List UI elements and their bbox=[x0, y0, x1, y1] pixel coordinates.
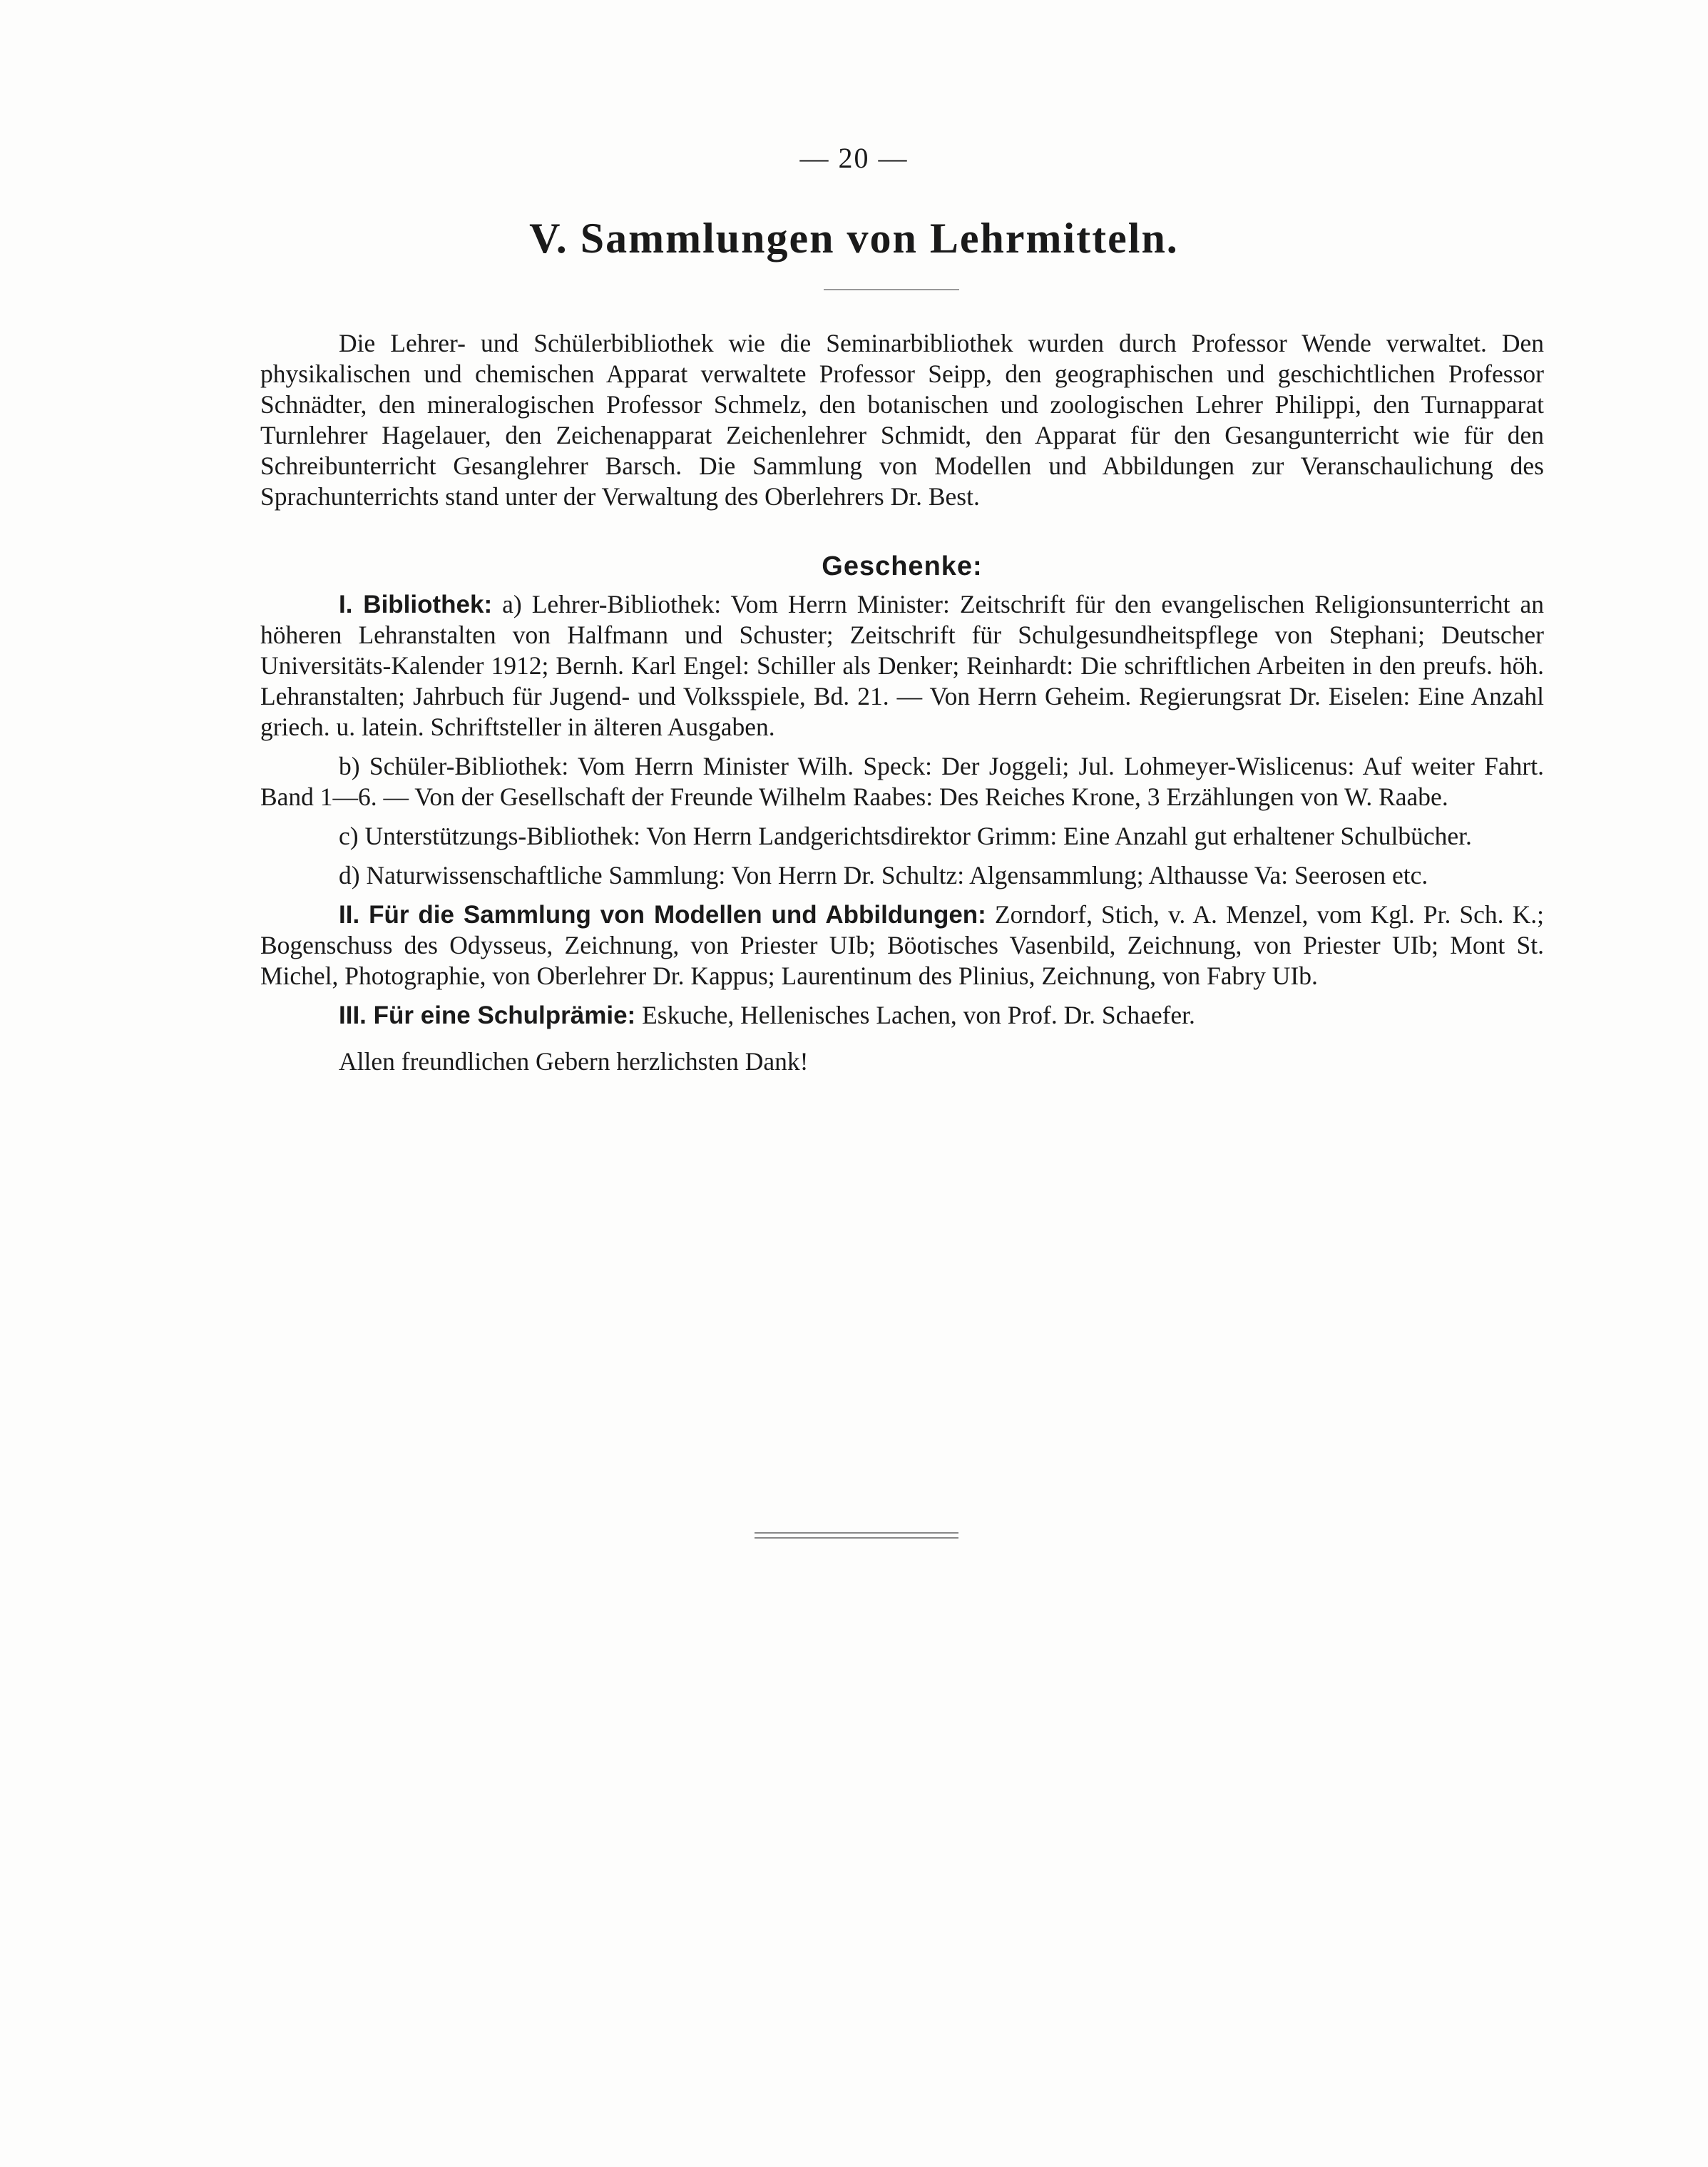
prize-paragraph bbox=[260, 1000, 1544, 1031]
intro-paragraph: Die Lehrer- und Schülerbibliothek wie die Seminarbibliothek wurden durch Professor Wende verwaltet. Den physikalischen und chemischen Apparat verwaltete Professor Seipp, den geographischen und geschichtlichen Professor Schnädter, den mineralogischen Professor Schmelz, den botanischen und zoologischen Lehrer Philippi, den Turnapparat Turnlehrer Hagelauer, den Zeichenapparat Zeichenlehrer Schmidt, den Apparat für den Gesangunterricht wie für den Schreibunterricht Gesanglehrer Barsch. Die Sammlung von Modellen und Abbildungen zur Veranschaulichung des Sprachunterrichts stand unter der Verwaltung des Oberlehrers Dr. Best. bbox=[260, 329, 1544, 511]
thanks-line: Allen freundlichen Gebern herzlichsten Dank! bbox=[339, 1047, 809, 1076]
title-divider bbox=[824, 289, 959, 290]
science-collection-paragraph: d) Naturwissenschaftliche Sammlung: Von Herrn Dr. Schultz: Algensammlung; Althausse Va: Seerosen etc. bbox=[339, 861, 1428, 889]
prize-label: III. Für eine Schulprämie: bbox=[339, 1001, 636, 1029]
main-text bbox=[260, 328, 1544, 1077]
section-title: V. Sammlungen von Lehrmitteln. bbox=[529, 215, 1179, 262]
library-label: I. Bibliothek: bbox=[339, 591, 493, 618]
support-library-paragraph: c) Unterstützungs-Bibliothek: Von Herrn Landgerichtsdirektor Grimm: Eine Anzahl gut erhaltener Schulbücher. bbox=[339, 822, 1472, 850]
gifts-heading: Geschenke: bbox=[822, 551, 983, 581]
student-library-paragraph: b) Schüler-Bibliothek: Vom Herrn Minister Wilh. Speck: Der Joggeli; Jul. Lohmeyer-Wislicenus: Auf weiter Fahrt. Band 1—6. — Von der Gesellschaft der Freunde Wilhelm Raabes: Des Reiches Krone, 3 Erzählungen von W. Raabe. bbox=[260, 752, 1544, 811]
teacher-library-text: a) Lehrer-Bibliothek: Vom Herrn Minister: Zeitschrift für den evangelischen Religionsunterricht an höheren Lehranstalten von Halfmann und Schuster; Zeitschrift für Schulgesundheitspflege von Stephani; Deutscher Universitäts-Kalender 1912; Bernh. Karl Engel: Schiller als Denker; Reinhardt: Die schriftlichen Arbeiten in den preufs. höh. Lehranstalten; Jahrbuch für Jugend- und Volksspiele, Bd. 21. — Von Herrn Geheim. Regierungsrat Dr. Eiselen: Eine Anzahl griech. u. latein. Schriftsteller in älteren Ausgaben. bbox=[260, 590, 1545, 741]
prize-text: Eskuche, Hellenisches Lachen, von Prof. Dr. Schaefer. bbox=[642, 1001, 1195, 1029]
models-label: II. Für die Sammlung von Modellen und Abbildungen: bbox=[339, 901, 986, 929]
end-divider bbox=[755, 1532, 958, 1539]
models-paragraph bbox=[260, 899, 1544, 991]
models-text: Zorndorf, Stich, v. A. Menzel, vom Kgl. Pr. Sch. K.; Bogenschuss des Odysseus, Zeichnung, von Priester UIb; Böotisches Vasenbild, Zeichnung, von Priester UIb; Mont St. Michel, Photographie, von Oberlehrer Dr. Kappus; Laurentinum des Plinius, Zeichnung, von Fabry UIb. bbox=[260, 900, 1544, 990]
page-number: — 20 — bbox=[799, 142, 909, 174]
library-teacher-paragraph bbox=[260, 589, 1544, 743]
